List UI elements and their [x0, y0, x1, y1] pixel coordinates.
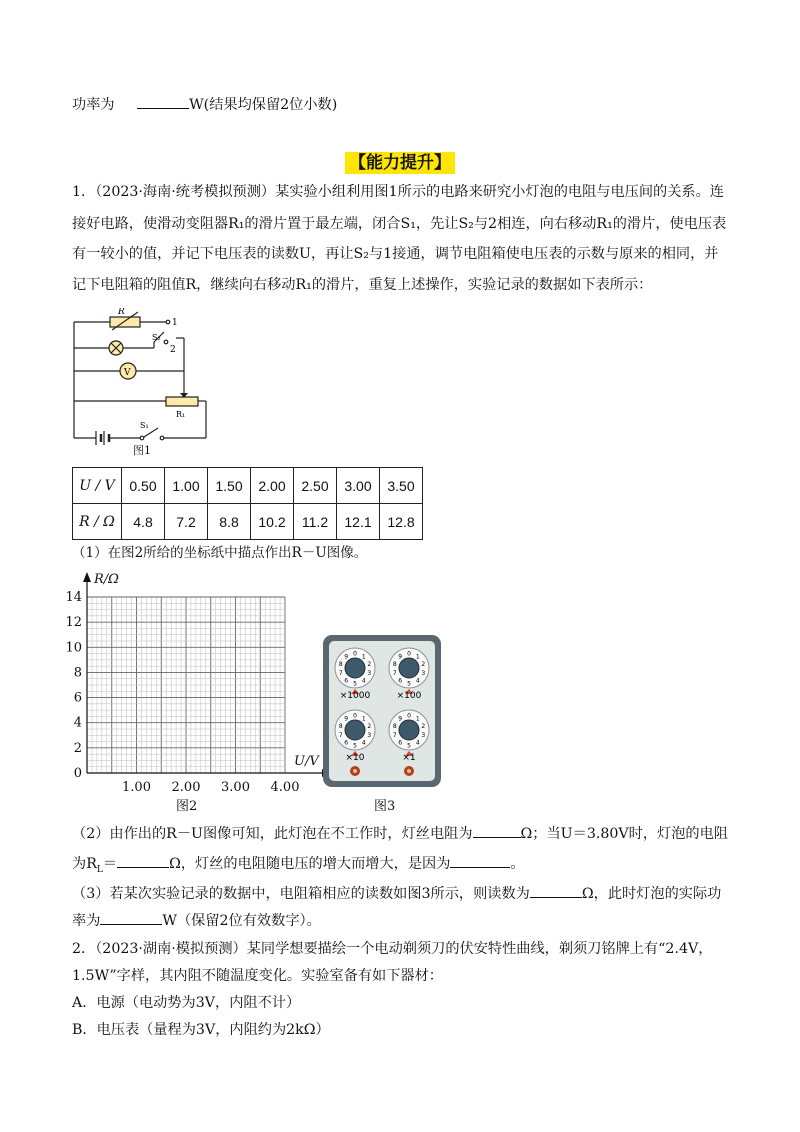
q2-option-a: A．电源（电动势为3V，内阻不计）	[72, 995, 301, 1011]
table-cell: 2.00	[251, 468, 294, 504]
dial-digit: 1	[415, 653, 420, 661]
dial-digit: 3	[421, 732, 426, 740]
x-axis-label: U/V	[294, 754, 319, 769]
section-heading-text: 【能力提升】	[345, 152, 455, 174]
dial-digit: 6	[344, 677, 349, 685]
voltmeter-label: V	[124, 368, 131, 378]
multiplier-label: ×10	[345, 753, 365, 763]
x-tick-label: 3.00	[221, 780, 250, 795]
label-1: 1	[172, 318, 178, 328]
q1-line-3: 有一较小的值，并记下电压表的读数U，再让S₂与1接通，调节电阻箱使电压表的示数与原来的相同，并	[72, 246, 719, 262]
table-cell: 1.00	[165, 468, 208, 504]
dial-digit: 5	[407, 680, 411, 688]
dial-digit: 1	[361, 653, 366, 661]
dial-digit: 5	[353, 680, 357, 688]
part3-line-1	[72, 883, 721, 904]
y-tick-label: 6	[73, 690, 82, 706]
x-tick-label: 1.00	[122, 780, 151, 795]
dial-digit: 2	[421, 660, 426, 668]
label-S1: S₁	[140, 421, 149, 430]
dial-digit: 2	[421, 722, 426, 730]
table-row-u	[73, 468, 423, 504]
answer-blank	[530, 883, 582, 898]
table-row-r	[73, 504, 423, 540]
multiplier-label: ×100	[396, 691, 422, 701]
dial-digit: 5	[407, 742, 411, 750]
part2-text-f: 。	[510, 856, 525, 872]
label-R1: R₁	[176, 410, 186, 419]
part3-text-c: 率为	[72, 913, 101, 929]
dial-knob	[345, 658, 365, 678]
q2-line-2: 1.5W”字样，其内阻不随温度变化。实验室备有如下器材：	[72, 968, 443, 984]
fig1-caption: 图1	[133, 444, 151, 457]
table-cell: 12.8	[380, 504, 423, 540]
multiplier-label: ×1000	[339, 691, 371, 701]
y-tick-label: 12	[65, 615, 82, 631]
dial-digit: 7	[338, 670, 343, 678]
part2-text-c: 为R	[72, 856, 97, 872]
part2-line-1	[72, 823, 728, 844]
y-tick-label: 4	[73, 715, 82, 731]
part3-line-2	[72, 910, 321, 931]
dial-digit: 5	[353, 742, 357, 750]
x-tick-label: 2.00	[171, 780, 201, 795]
dial-digit: 9	[344, 653, 349, 661]
y-tick-label: 0	[73, 766, 82, 781]
table-cell: 11.2	[294, 504, 337, 540]
fig2-caption: 图2	[176, 799, 198, 814]
part3-text-a: （3）若某次实验记录的数据中，电阻箱相应的读数如图3所示，则读数为	[72, 886, 530, 902]
part2-subscript: L	[96, 864, 103, 875]
q2-line-1: 2．（2023·湖南·模拟预测）某同学想要描绘一个电动剃须刀的伏安特性曲线，剃须刀铭牌上有“2.4V，	[72, 941, 713, 957]
row-head-u: U / V	[73, 468, 122, 504]
table-cell: 3.50	[380, 468, 423, 504]
dial-digit: 4	[415, 677, 420, 685]
dial-digit: 4	[415, 739, 420, 747]
section-heading	[0, 148, 800, 173]
dial-digit: 9	[398, 715, 403, 723]
dial-digit: 6	[398, 677, 403, 685]
x-tick-label: 4.00	[270, 780, 300, 795]
dial-digit: 3	[367, 670, 372, 678]
dial-digit: 7	[392, 732, 397, 740]
table-cell: 1.50	[208, 468, 251, 504]
dial-digit: 0	[353, 650, 357, 658]
data-table	[72, 467, 423, 540]
part3-text-b: Ω，此时灯泡的实际功	[581, 886, 722, 902]
dial-digit: 9	[344, 715, 349, 723]
label-S2: S₂	[152, 333, 161, 342]
multiplier-label: ×1	[402, 753, 416, 763]
y-tick-label: 8	[73, 665, 82, 681]
dial-digit: 8	[338, 722, 343, 730]
table-cell: 10.2	[251, 504, 294, 540]
part2-text-d: ＝	[102, 856, 118, 872]
graph-paper	[60, 568, 330, 798]
resistance-box	[322, 634, 442, 788]
dial-digit: 8	[392, 722, 397, 730]
dial-digit: 4	[361, 677, 366, 685]
dial-digit: 8	[392, 660, 397, 668]
dial-digit: 8	[338, 660, 343, 668]
q2-option-b: B．电压表（量程为3V，内阻约为2kΩ）	[72, 1022, 330, 1038]
dial-knob	[399, 720, 419, 740]
part1-text: （1）在图2所给的坐标纸中描点作出R－U图像。	[72, 545, 368, 561]
q1-line-4: 记下电阻箱的阻值R，继续向右移动R₁的滑片，重复上述操作，实验记录的数据如下表所示：	[72, 277, 653, 293]
part3-text-d: W（保留2位有效数字）。	[162, 913, 321, 929]
answer-blank	[137, 94, 189, 109]
y-axis-label: R/Ω	[94, 572, 119, 587]
answer-blank	[100, 910, 162, 925]
dial-digit: 4	[361, 739, 366, 747]
y-tick-label: 10	[65, 640, 82, 656]
table-cell: 4.8	[122, 504, 165, 540]
table-cell: 2.50	[294, 468, 337, 504]
dial-digit: 9	[398, 653, 403, 661]
table-cell: 12.1	[337, 504, 380, 540]
q1-line-1: 1．（2023·海南·统考模拟预测）某实验小组利用图1所示的电路来研究小灯泡的电阻与电压间的关系。连	[72, 184, 724, 200]
part2-text-a: （2）由作出的R－U图像可知，此灯泡在不工作时，灯丝电阻为	[72, 826, 473, 842]
q1-line-2: 接好电路，使滑动变阻器R₁的滑片置于最左端，闭合S₁，先让S₂与2相连，向右移动R₁的滑片，使电压表	[72, 216, 727, 232]
y-tick-label: 2	[73, 740, 82, 756]
dial-digit: 6	[398, 739, 403, 747]
part2-text-e: Ω，灯丝的电阻随电压的增大而增大，是因为	[169, 856, 451, 872]
label-2: 2	[170, 345, 176, 355]
circuit-diagram	[66, 308, 236, 458]
dial-digit: 0	[407, 712, 411, 720]
table-cell: 7.2	[165, 504, 208, 540]
dial-digit: 7	[392, 670, 397, 678]
dial-digit: 7	[338, 732, 343, 740]
top-suffix: W(结果均保留2位小数)	[189, 97, 338, 113]
top-line	[72, 94, 337, 115]
grid-lines	[87, 597, 285, 773]
dial-digit: 6	[344, 739, 349, 747]
row-head-r: R / Ω	[73, 504, 122, 540]
dial-digit: 1	[415, 715, 420, 723]
dial-knob	[345, 720, 365, 740]
table-cell: 3.00	[337, 468, 380, 504]
dial-knob	[399, 658, 419, 678]
table-cell: 8.8	[208, 504, 251, 540]
part2-line-2	[72, 853, 525, 880]
table-cell: 0.50	[122, 468, 165, 504]
dial-digit: 3	[421, 670, 426, 678]
top-prefix: 功率为	[72, 97, 115, 113]
label-R: R	[118, 308, 125, 317]
dial-digit: 0	[407, 650, 411, 658]
answer-blank	[450, 853, 510, 868]
answer-blank	[117, 853, 169, 868]
y-tick-label: 14	[65, 590, 82, 605]
fig3-caption: 图3	[374, 799, 396, 814]
dial-digit: 0	[353, 712, 357, 720]
answer-blank	[473, 823, 521, 838]
y-axis-arrow	[83, 572, 91, 582]
part2-text-b: Ω；当U＝3.80V时，灯泡的电阻	[520, 826, 728, 842]
dial-digit: 1	[361, 715, 366, 723]
dial-digit: 2	[367, 660, 372, 668]
dial-digit: 3	[367, 732, 372, 740]
dial-digit: 2	[367, 722, 372, 730]
